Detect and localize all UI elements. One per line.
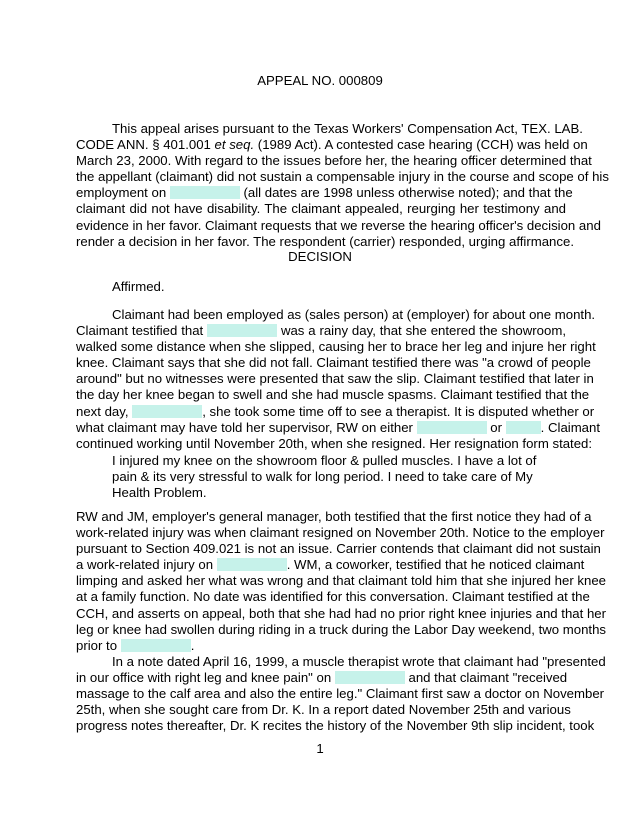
text-line: next day, , she took some time off to see a therapist. It is disputed whether or [76, 403, 595, 419]
text-line: work-related injury was when claimant resigned on November 20th. Notice to the employer [76, 525, 605, 541]
resignation-quote [112, 453, 542, 501]
text-line: around" but no witnesses were presented that saw the slip. Claimant testified that later in [76, 371, 594, 387]
text-line: massage to the calf area and also the entire leg." Claimant first saw a doctor on November [76, 686, 605, 702]
page-number: 1 [316, 741, 324, 756]
text-line: render a decision in her favor. The respondent (carrier) responded, urging affirmance. [76, 233, 574, 249]
text-line: the day her knee began to swell and she had muscle spasms. Claimant testified that the [76, 387, 590, 403]
redacted-date [207, 324, 277, 337]
affirmed-text: Affirmed. [112, 279, 165, 294]
redacted-date [132, 405, 202, 418]
text-line: Claimant had been employed as (sales person) at (employer) for about one month. [112, 307, 596, 322]
text-line: evidence in her favor. Claimant requests that we reverse the hearing officer's decision and [76, 217, 601, 233]
text-line: in our office with right leg and knee pain" on and that claimant "received [76, 670, 568, 686]
quote-line: I injured my knee on the showroom floor & pulled muscles. I have a lot of [112, 453, 537, 468]
text-line: progress notes thereafter, Dr. K recites the history of the November 9th slip incident, took [76, 718, 595, 734]
intro-paragraph [76, 121, 609, 250]
text-line: employment on (all dates are 1998 unless otherwise noted); and that the [76, 185, 573, 201]
facts-paragraph [76, 307, 601, 452]
decision-heading: DECISION [288, 249, 352, 264]
text-line: at a family function. No date was identified for this conversation. Claimant testified at the [76, 589, 590, 605]
medical-paragraph [76, 654, 606, 734]
redacted-date [417, 421, 487, 434]
text-line: RW and JM, employer's general manager, both testified that the first notice they had of a [76, 509, 592, 524]
redacted-date [217, 558, 287, 571]
text-line: CCH, and asserts on appeal, both that she had had no prior right knee injuries and that her [76, 605, 607, 621]
redacted-date [170, 186, 240, 199]
text-line: limping and asked her what was wrong and that claimant told him that she injured her knee [76, 573, 606, 589]
text-line: This appeal arises pursuant to the Texas Workers' Compensation Act, TEX. LAB. [112, 121, 583, 136]
redacted-date [121, 639, 191, 652]
redacted-date [335, 671, 405, 684]
text-line: knee. Claimant says that she did not fall. Claimant testified there was "a crowd of people [76, 355, 591, 371]
text-line: CODE ANN. § 401.001 et seq. (1989 Act). A contested case hearing (CCH) was held on [76, 137, 588, 153]
text-line: In a note dated April 16, 1999, a muscle therapist wrote that claimant had "presented [112, 654, 606, 669]
text-line: the appellant (claimant) did not sustain a compensable injury in the course and scope of his [76, 169, 609, 185]
text-line: pursuant to Section 409.021 is not an issue. Carrier contends that claimant did not sustain [76, 541, 601, 557]
text-line: Claimant testified that was a rainy day, that she entered the showroom, [76, 323, 566, 339]
text-line: March 23, 2000. With regard to the issues before her, the hearing officer determined that [76, 153, 592, 169]
text-line: continued working until November 20th, when she resigned. Her resignation form stated: [76, 435, 593, 451]
text-line: leg or knee had swollen during riding in a truck during the Labor Day weekend, two months [76, 621, 607, 637]
quote-line: pain & its very stressful to walk for long period. I need to take care of My [112, 469, 533, 485]
text-line: a work-related injury on . WM, a coworker, testified that he noticed claimant [76, 557, 585, 573]
redacted-date [506, 421, 541, 434]
quote-line: Health Problem. [112, 485, 207, 501]
notice-paragraph [76, 509, 607, 654]
text-line: claimant did not have disability. The claimant appealed, reurging her testimony and [76, 201, 566, 217]
appeal-title: APPEAL NO. 000809 [257, 73, 383, 88]
text-line: 25th, when she sought care from Dr. K. In a report dated November 25th and various [76, 702, 571, 718]
text-line: prior to . [76, 637, 195, 653]
text-line: what claimant may have told her supervisor, RW on either or . Claimant [76, 419, 601, 435]
text-line: walked some distance when she slipped, causing her to brace her leg and injure her right [76, 339, 596, 355]
